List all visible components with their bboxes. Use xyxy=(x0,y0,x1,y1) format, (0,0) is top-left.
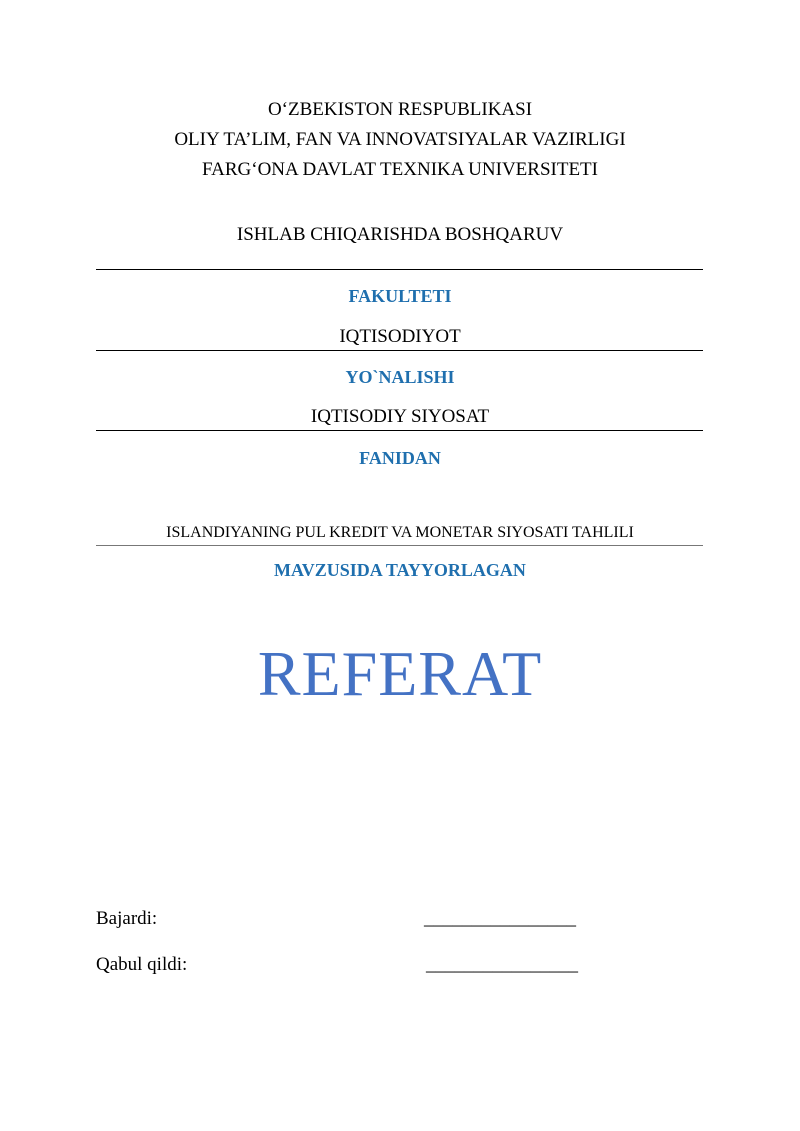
ministry-header xyxy=(0,95,800,185)
faculty-label: FAKULTETI xyxy=(348,286,452,306)
direction-value: IQTISODIYOT xyxy=(339,326,461,347)
accepted-label: Qabul qildi: xyxy=(96,954,188,975)
topic-rule xyxy=(96,545,703,546)
topic-label: MAVZUSIDA TAYYORLAGAN xyxy=(274,560,526,580)
faculty-value: ISHLAB CHIQARISHDA BOSHQARUV xyxy=(236,224,564,245)
header-line-university: FARG‘ONA DAVLAT TEXNIKA UNIVERSITETI xyxy=(201,159,598,180)
header-line-ministry: OLIY TA’LIM, FAN VA INNOVATSIYALAR VAZIRLIGI xyxy=(174,129,626,150)
accepted-signature-line: ________________ xyxy=(426,954,578,975)
direction-label: YO`NALISHI xyxy=(345,367,455,387)
performed-label: Bajardi: xyxy=(96,908,158,929)
subject-rule xyxy=(96,430,703,431)
topic-value: ISLANDIYANING PUL KREDIT VA MONETAR SIYOSATI TAHLILI xyxy=(166,524,634,541)
faculty-rule xyxy=(96,269,703,270)
subject-label: FANIDAN xyxy=(359,448,441,468)
subject-value: IQTISODIY SIYOSAT xyxy=(310,406,490,427)
performed-signature-line: ________________ xyxy=(424,908,576,929)
header-line-country: O‘ZBEKISTON RESPUBLIKASI xyxy=(267,99,533,120)
document-title: REFERAT xyxy=(257,638,543,709)
direction-rule xyxy=(96,350,703,351)
